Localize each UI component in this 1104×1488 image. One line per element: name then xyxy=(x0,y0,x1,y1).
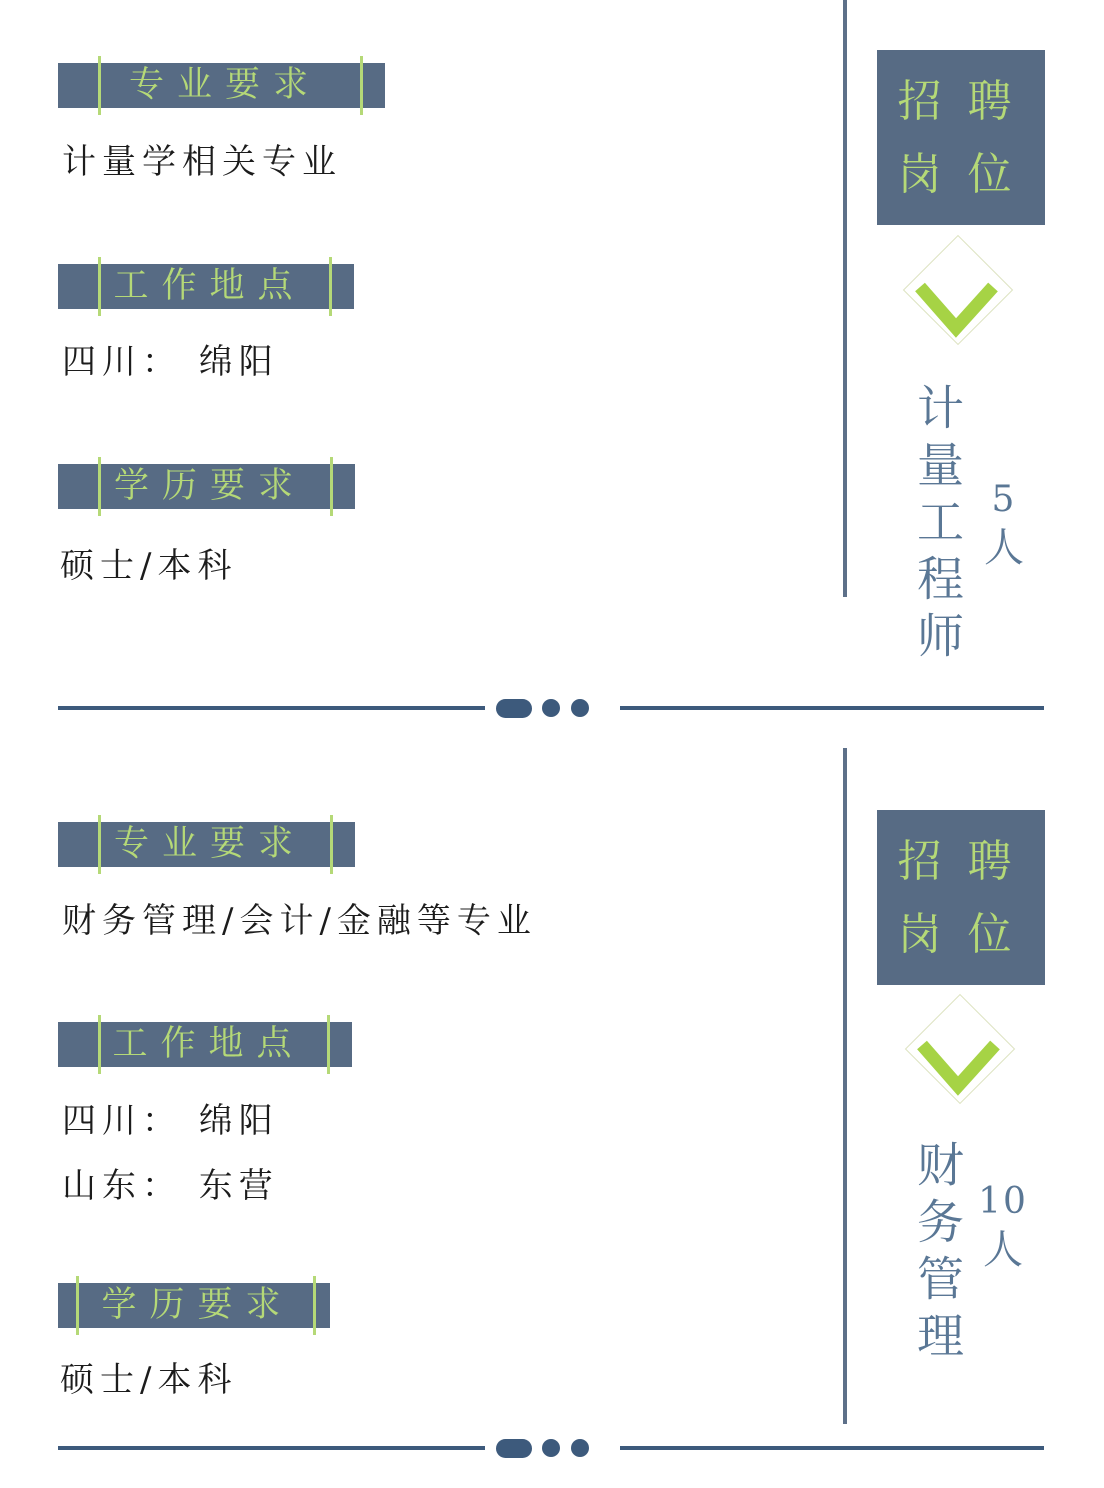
section-divider-right-line xyxy=(620,706,1044,710)
work-location-text: 四川： 绵阳 xyxy=(62,342,279,382)
major-requirement-text: 计量学相关专业 xyxy=(62,142,342,182)
header-tick-left xyxy=(98,257,101,316)
headcount-number: 5 xyxy=(991,479,1017,520)
recruit-position-box xyxy=(877,810,1045,985)
vertical-divider-line xyxy=(843,0,847,597)
header-tick-left xyxy=(98,815,101,874)
education-requirement-text: 硕士/本科 xyxy=(60,1360,238,1400)
divider-dot xyxy=(542,699,560,717)
header-tick-left xyxy=(98,1015,101,1074)
headcount xyxy=(972,478,1036,574)
recruit-box-line2: 岗位 xyxy=(897,908,1038,960)
work-location-text: 山东： 东营 xyxy=(62,1166,279,1206)
headcount xyxy=(968,1180,1038,1276)
header-label: 工作地点 xyxy=(112,1024,305,1064)
header-label: 工作地点 xyxy=(113,266,306,306)
chevron-down-icon xyxy=(908,275,1008,341)
divider-dot xyxy=(542,1439,560,1457)
recruit-position-box xyxy=(877,50,1045,225)
header-label: 专业要求 xyxy=(128,65,321,105)
header-tick-right xyxy=(330,457,333,516)
education-requirement-header xyxy=(58,464,355,509)
header-tick-right xyxy=(360,56,363,115)
header-tick-left xyxy=(76,1276,79,1335)
section-divider-right-line xyxy=(620,1446,1044,1450)
section-divider-left-line xyxy=(58,706,485,710)
header-tick-right xyxy=(330,815,333,874)
header-tick-left xyxy=(98,457,101,516)
work-location-header xyxy=(58,264,354,309)
header-tick-right xyxy=(329,257,332,316)
recruit-box-line1: 招聘 xyxy=(897,835,1038,887)
headcount-unit: 人 xyxy=(983,1227,1023,1273)
header-tick-left xyxy=(98,56,101,115)
header-label: 专业要求 xyxy=(113,824,306,864)
divider-double-dot xyxy=(496,699,532,718)
work-location-text: 四川： 绵阳 xyxy=(62,1101,279,1141)
work-location-header xyxy=(58,1022,352,1067)
header-tick-right xyxy=(313,1276,316,1335)
education-requirement-text: 硕士/本科 xyxy=(60,546,238,586)
chevron-down-icon xyxy=(910,1033,1010,1099)
headcount-number: 10 xyxy=(978,1181,1028,1222)
recruit-box-line1: 招聘 xyxy=(897,75,1038,127)
job-title-vertical: 财务管理 xyxy=(909,1140,964,1368)
major-requirement-header xyxy=(58,822,355,867)
major-requirement-header xyxy=(58,63,385,108)
headcount-unit: 人 xyxy=(984,525,1024,571)
job-title-vertical: 计量工程师 xyxy=(909,383,964,668)
header-label: 学历要求 xyxy=(101,1285,294,1325)
major-requirement-text: 财务管理/会计/金融等专业 xyxy=(62,901,537,941)
education-requirement-header xyxy=(58,1283,330,1328)
recruit-box-line2: 岗位 xyxy=(897,148,1038,200)
vertical-divider-line xyxy=(843,748,847,1424)
divider-dot xyxy=(571,699,589,717)
divider-double-dot xyxy=(496,1439,532,1458)
header-tick-right xyxy=(327,1015,330,1074)
header-label: 学历要求 xyxy=(113,466,306,506)
divider-dot xyxy=(571,1439,589,1457)
section-divider-left-line xyxy=(58,1446,485,1450)
